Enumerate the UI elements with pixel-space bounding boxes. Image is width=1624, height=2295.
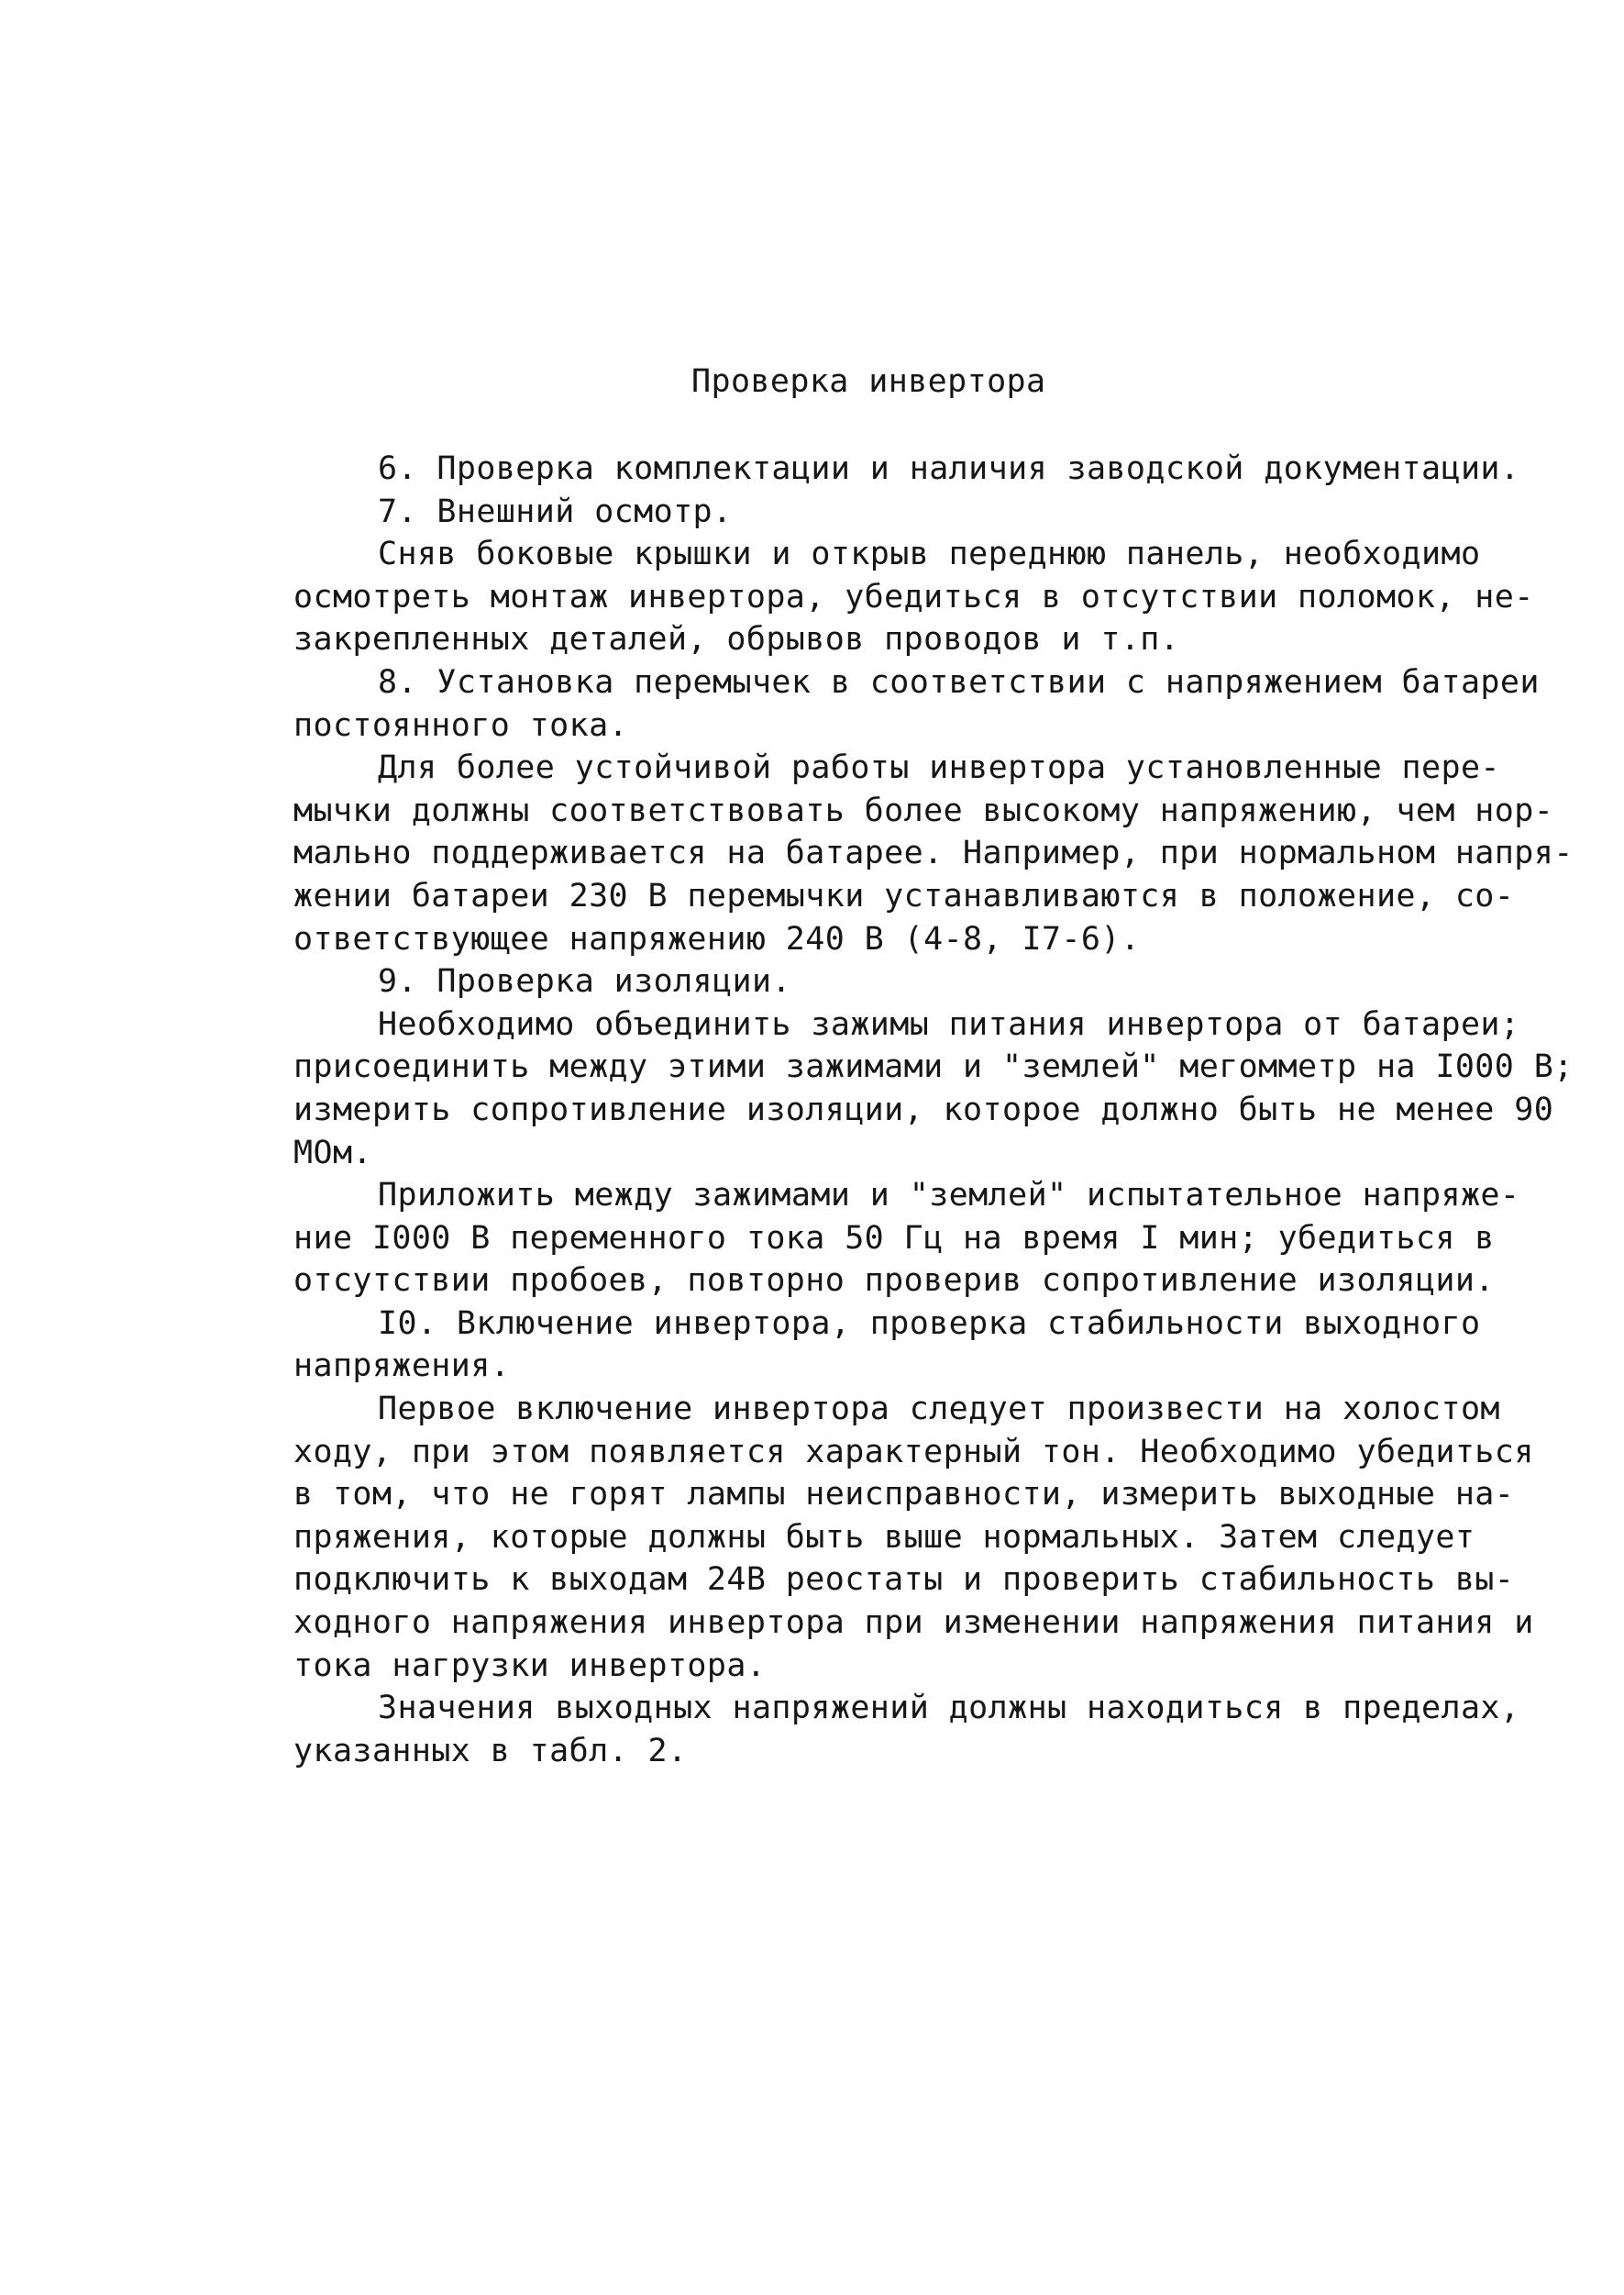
text-line: 9. Проверка изоляции.: [378, 963, 791, 1001]
text-line: ние I000 В переменного тока 50 Гц на время I мин; убедиться в: [293, 1219, 1495, 1257]
text-line: присоединить между этими зажимами и "землей" мегомметр на I000 В;: [293, 1048, 1574, 1086]
page-title: Проверка инвертора: [691, 363, 1046, 400]
text-line: Сняв боковые крышки и открыв переднюю панель, необходимо: [378, 536, 1481, 573]
text-line: закрепленных деталей, обрывов проводов и т.п.: [293, 621, 1180, 659]
text-line: 8. Установка перемычек в соответствии с напряжением батареи: [378, 663, 1540, 701]
text-line: Приложить между зажимами и "землей" испытательное напряже-: [378, 1177, 1520, 1214]
text-line: жении батареи 230 В перемычки устанавливаются в положение, со-: [293, 877, 1515, 915]
text-line: Для более устойчивой работы инвертора установленные пере-: [378, 749, 1500, 787]
text-line: в том, что не горят лампы неисправности, измерить выходные на-: [293, 1476, 1515, 1513]
text-line: МОм.: [293, 1134, 372, 1171]
text-line: указанных в табл. 2.: [293, 1732, 688, 1769]
text-line: Значения выходных напряжений должны находиться в пределах,: [378, 1690, 1520, 1727]
text-line: ходного напряжения инвертора при изменении напряжения питания и: [293, 1604, 1534, 1642]
text-line: 7. Внешний осмотр.: [378, 493, 733, 530]
text-line: мычки должны соответствовать более высокому напряжению, чем нор-: [293, 792, 1554, 829]
text-line: ответствующее напряжению 240 В (4-8, I7-6).: [293, 920, 1141, 958]
text-line: измерить сопротивление изоляции, которое должно быть не менее 90: [293, 1091, 1554, 1128]
text-line: мально поддерживается на батарее. Например, при нормальном напря-: [293, 835, 1574, 872]
text-line: пряжения, которые должны быть выше нормальных. Затем следует: [293, 1518, 1475, 1556]
text-line: Первое включение инвертора следует произвести на холостом: [378, 1391, 1500, 1428]
text-line: 6. Проверка комплектации и наличия заводской документации.: [378, 450, 1520, 487]
text-line: подключить к выходам 24В реостаты и проверить стабильность вы-: [293, 1561, 1515, 1599]
text-line: Необходимо объединить зажимы питания инвертора от батареи;: [378, 1005, 1520, 1043]
document-body: [293, 448, 1574, 1772]
text-line: тока нагрузки инвертора.: [293, 1646, 767, 1684]
text-line: ходу, при этом появляется характерный тон. Необходимо убедиться: [293, 1433, 1534, 1470]
text-line: осмотреть монтаж инвертора, убедиться в отсутствии поломок, не-: [293, 578, 1534, 615]
text-line: напряжения.: [293, 1347, 511, 1385]
text-line: I0. Включение инвертора, проверка стабильности выходного: [378, 1304, 1481, 1342]
text-line: отсутствии пробоев, повторно проверив сопротивление изоляции.: [293, 1262, 1495, 1300]
text-line: постоянного тока.: [293, 706, 629, 744]
